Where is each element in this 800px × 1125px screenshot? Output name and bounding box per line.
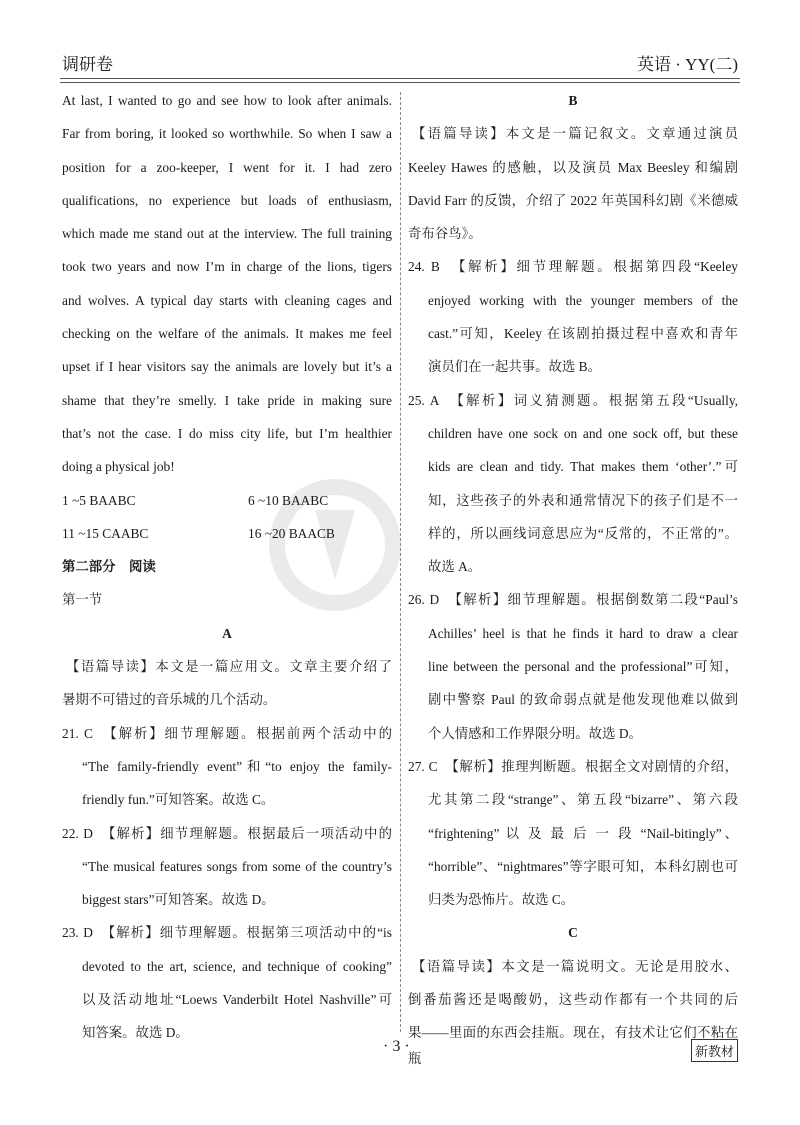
answer-item-22: 22. D 【解析】细节理解题。根据最后一项活动中的 (62, 825, 392, 841)
right-column (408, 88, 738, 1067)
text-line: 暑期不可错过的音乐城的几个活动。 (62, 692, 277, 708)
answer-key: 16 ~20 BAACB (248, 525, 335, 541)
text-line: 【语篇导读】本文是一篇记叙文。文章通过演员 (412, 126, 738, 142)
text-line: “horrible”、“nightmares”等字眼可知，本科幻剧也可 (428, 858, 738, 874)
text-line: 【语篇导读】本文是一篇应用文。文章主要介绍了 (66, 659, 392, 675)
text-line: devoted to the art, science, and technique of cooking” (82, 958, 392, 974)
section-heading: 第一节 (62, 592, 103, 608)
text-line: biggest stars”可知答案。故选 D。 (82, 892, 275, 908)
text-line: Keeley Hawes 的感触，以及演员 Max Beesley 和编剧 (408, 159, 738, 175)
text-line: enjoyed working with the younger members of the (428, 292, 738, 308)
answer-item-24: 24. B 【解析】细节理解题。根据第四段“Keeley (408, 259, 738, 275)
text-line: and wolves. A typical day starts with cleaning cages and (62, 292, 392, 308)
text-line: 样的，所以画线词意思应为“反常的，不正常的”。 (428, 525, 738, 541)
text-line: 归类为恐怖片。故选 C。 (428, 892, 575, 908)
text-line: 尤其第二段“strange”、第五段“bizarre”、第六段 (428, 792, 738, 808)
header-right-title: 英语 · YY(二) (636, 55, 738, 74)
answer-item-27: 27. C 【解析】推理判断题。根据全文对剧情的介绍， (408, 758, 738, 774)
text-line: 知，这些孩子的外表和通常情况下的孩子们是不一 (428, 492, 738, 508)
text-line: 知答案。故选 D。 (82, 1025, 189, 1041)
text-line: qualifications, no experience but loads of enthusiasm, (62, 192, 392, 208)
text-line: line between the personal and the professional”可知， (428, 659, 738, 675)
text-line: 故选 A。 (428, 559, 482, 575)
text-line: 【语篇导读】本文是一篇说明文。无论是用胶水、 (412, 958, 738, 974)
column-divider (400, 92, 401, 1032)
text-line: David Farr 的反馈，介绍了 2022 年英国科幻剧《米德威 (408, 192, 738, 208)
text-line: upset if I hear visitors say the animals are lovely but it’s a (62, 359, 392, 375)
header-rule (60, 82, 740, 83)
header-rule (60, 78, 740, 79)
answer-row (62, 488, 392, 521)
answer-item-21: 21. C 【解析】细节理解题。根据前两个活动中的 (62, 725, 392, 741)
answer-item-23: 23. D 【解析】细节理解题。根据第三项活动中的“is (62, 925, 392, 941)
text-line: “frightening” 以 及 最 后 一 段 “Nail-bitingly”、 (428, 825, 738, 841)
answer-key: 1 ~5 BAABC (62, 492, 136, 508)
text-line: Achilles’ heel is that he finds it hard to draw a clear (428, 625, 738, 641)
text-line: “The musical features songs from some of the country’s (82, 858, 392, 874)
text-line: cast.”可知，Keeley 在该剧拍摄过程中喜欢和青年 (428, 326, 738, 342)
header-left-title: 调研卷 (62, 55, 113, 74)
edition-badge: 新教材 (691, 1039, 738, 1062)
text-line: checking on the welfare of the animals. It makes me feel (62, 326, 392, 342)
text-line: which made me stand out at the interview. The full training (62, 226, 392, 242)
answer-item-26: 26. D 【解析】细节理解题。根据倒数第二段“Paul’s (408, 592, 738, 608)
text-line: kids are clean and tidy. That makes them ‘other’.”可 (428, 459, 738, 475)
passage-heading-b: B (568, 93, 578, 108)
part-heading: 第二部分 阅读 (62, 559, 156, 575)
passage-heading-a: A (222, 625, 232, 641)
text-line: 剧中警察 Paul 的致命弱点就是他发现他难以做到 (428, 692, 738, 708)
text-line: friendly fun.”可知答案。故选 C。 (82, 792, 275, 808)
text-line: children have one sock on and one sock off, but these (428, 425, 738, 441)
answer-key: 11 ~15 CAABC (62, 525, 149, 541)
answer-item-25: 25. A 【解析】词义猜测题。根据第五段“Usually, (408, 392, 738, 408)
text-line: 奇布谷鸟》。 (408, 226, 482, 242)
left-column (62, 88, 392, 1054)
passage-heading-c: C (568, 925, 578, 941)
answer-row (62, 521, 392, 554)
text-line: that’s not the case. I do miss city life, but I’m healthier (62, 425, 392, 441)
text-line: 个人情感和工作界限分明。故选 D。 (428, 725, 642, 741)
text-line: took two years and now I’m in charge of the lions, tigers (62, 259, 392, 275)
text-line: 以及活动地址“Loews Vanderbilt Hotel Nashville”可 (82, 992, 392, 1008)
text-line: “The family-friendly event”和“to enjoy the family- (82, 758, 392, 774)
answer-key: 6 ~10 BAABC (248, 492, 329, 508)
text-line: 果——里面的东西会挂瓶。现在，有技术让它们不粘在瓶 (408, 1025, 738, 1067)
text-line: position for a zoo-keeper, I went for it. I had zero (62, 159, 392, 175)
text-line: Far from boring, it looked so worthwhile. So when I saw a (62, 126, 392, 142)
text-line: doing a physical job! (62, 459, 175, 475)
text-line: shame that they’re smelly. I take pride in making sure (62, 392, 392, 408)
text-line: 倒番茄酱还是喝酸奶，这些动作都有一个共同的后 (408, 992, 738, 1008)
page-number: · 3 · (383, 1038, 410, 1055)
text-line: 演员们在一起共事。故选 B。 (428, 359, 601, 375)
text-line: At last, I wanted to go and see how to look after animals. (62, 93, 392, 108)
